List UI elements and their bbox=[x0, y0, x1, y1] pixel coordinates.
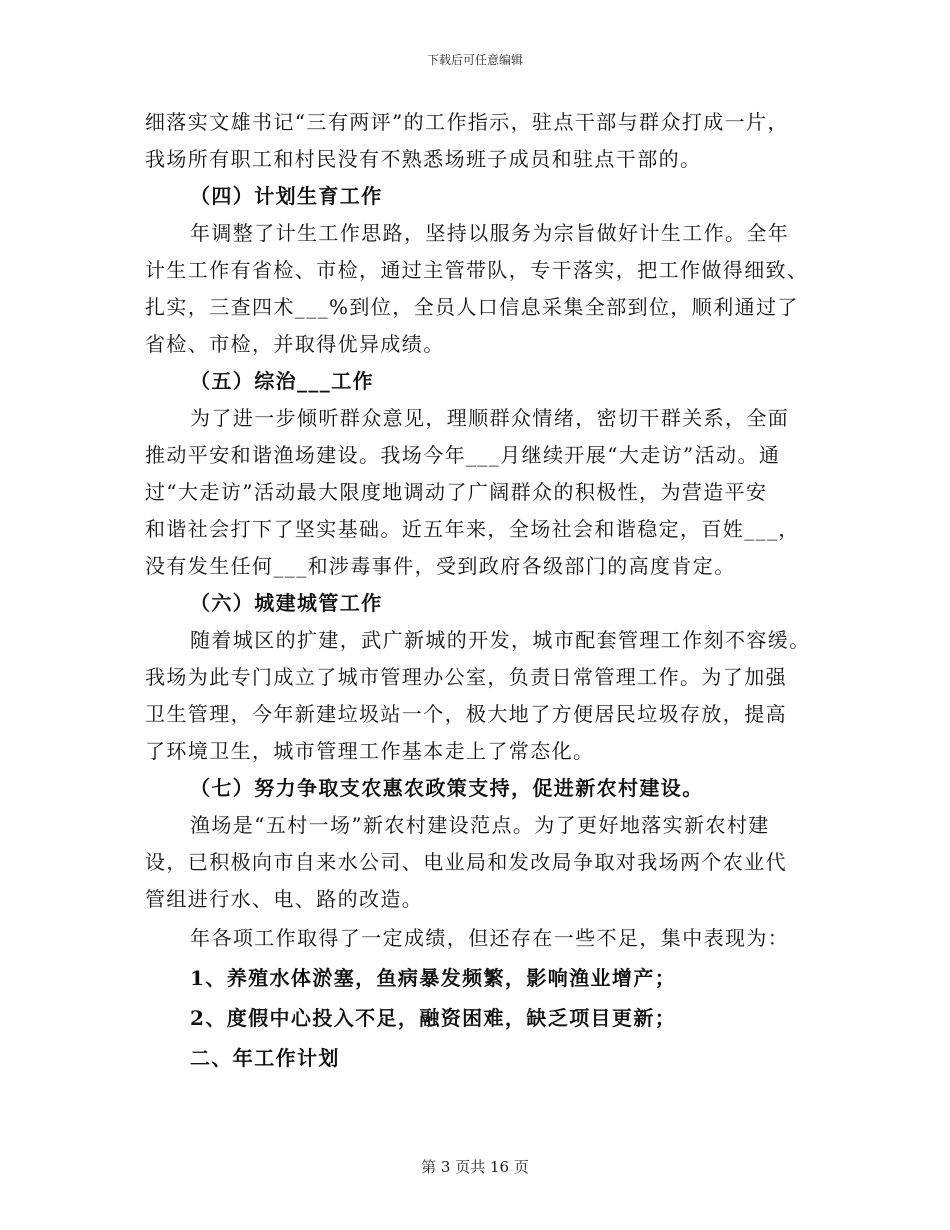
body-line: 管组进行水、电、路的改造。 bbox=[145, 887, 424, 911]
body-line: 扎实，三查四术___%到位，全员人口信息采集全部到位，顺利通过了 bbox=[145, 295, 799, 319]
body-line: 了环境卫生，城市管理工作基本走上了常态化。 bbox=[145, 739, 595, 763]
body-line: 计生工作有省检、市检，通过主管带队，专干落实，把工作做得细致、 bbox=[145, 258, 809, 282]
section-heading: 二、年工作计划 bbox=[190, 1046, 340, 1070]
section-heading: （五）综治___工作 bbox=[190, 369, 374, 393]
body-line: 我场所有职工和村民没有不熟悉场班子成员和驻点干部的。 bbox=[145, 147, 702, 171]
page-footer: 第 3 页共 16 页 bbox=[421, 1158, 529, 1176]
section-heading: （四）计划生育工作 bbox=[190, 184, 383, 208]
issue-item: 2、度假中心投入不足，融资困难，缺乏项目更新； bbox=[190, 1006, 677, 1030]
section-heading: （六）城建城管工作 bbox=[190, 591, 383, 615]
body-line: 推动平安和谐渔场建设。我场今年___月继续开展“大走访”活动。通 bbox=[145, 443, 781, 467]
body-line: 渔场是“五村一场”新农村建设范点。为了更好地落实新农村建 bbox=[190, 813, 770, 837]
section-heading: （七）努力争取支农惠农政策支持，促进新农村建设。 bbox=[190, 776, 704, 800]
body-line: 细落实文雄书记“三有两评”的工作指示，驻点干部与群众打成一片， bbox=[145, 110, 789, 134]
body-line: 为了进一步倾听群众意见，理顺群众情绪，密切干群关系，全面 bbox=[190, 406, 790, 430]
body-line: 年各项工作取得了一定成绩，但还存在一些不足，集中表现为： bbox=[190, 926, 790, 950]
body-line: 省检、市检，并取得优异成绩。 bbox=[145, 332, 445, 356]
body-line: 设，已积极向市自来水公司、电业局和发改局争取对我场两个农业代 bbox=[145, 850, 787, 874]
body-line: 和谐社会打下了坚实基础。近五年来，全场社会和谐稳定，百姓___， bbox=[145, 517, 800, 541]
body-line: 我场为此专门成立了城市管理办公室，负责日常管理工作。为了加强 bbox=[145, 665, 787, 689]
body-line: 随着城区的扩建，武广新城的开发，城市配套管理工作刻不容缓。 bbox=[190, 628, 811, 652]
body-line: 过“大走访”活动最大限度地调动了广阔群众的积极性，为营造平安 bbox=[145, 480, 768, 504]
document-body bbox=[145, 104, 810, 1078]
body-line: 年调整了计生工作思路，坚持以服务为宗旨做好计生工作。全年 bbox=[190, 221, 790, 245]
body-line: 卫生管理，今年新建垃圾站一个，极大地了方便居民垃圾存放，提高 bbox=[145, 702, 787, 726]
body-line: 没有发生任何___和涉毒事件，受到政府各级部门的高度肯定。 bbox=[145, 554, 736, 578]
issue-item: 1、养殖水体淤塞，鱼病暴发频繁，影响渔业增产； bbox=[190, 966, 677, 990]
page-header: 下载后可任意编辑 bbox=[426, 53, 523, 67]
